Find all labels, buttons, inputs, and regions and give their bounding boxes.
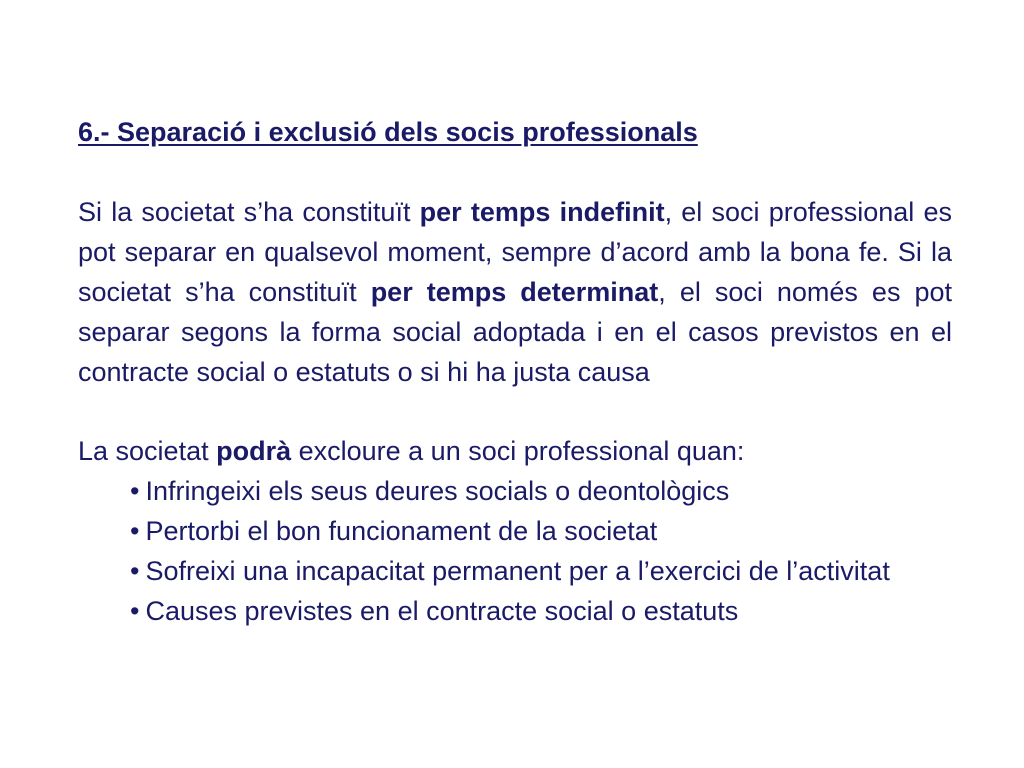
exclusion-reasons-list: [78, 471, 952, 631]
list-item: [130, 471, 952, 511]
list-item: [130, 551, 952, 591]
paragraph1-text-1: Si la societat s’ha constituït: [78, 197, 420, 227]
intro-text-2: excloure a un soci professional quan:: [291, 436, 745, 466]
list-item-text: Infringeixi els seus deures socials o deontològics: [145, 476, 730, 506]
spacer: [78, 152, 952, 192]
slide-title: 6.- Separació i exclusió dels socis professionals: [78, 117, 698, 147]
paragraph1-text-2: , el soci professional es pot separar en qualsevol moment, sempre d’acord amb la bona fe. Si la societat s’ha constituït: [78, 197, 953, 307]
paragraph1-text-3: , el soci només es pot separar segons la forma social adoptada i en el casos previstos en el contracte social o estatuts o si hi ha justa causa: [78, 277, 952, 387]
bullet-icon: •: [130, 516, 140, 546]
bullet-icon: •: [130, 556, 140, 586]
slide-content: [78, 112, 952, 631]
bullet-icon: •: [130, 476, 140, 506]
separation-paragraph: [78, 192, 952, 392]
paragraph1-bold-indefinite: per temps indefinit: [419, 197, 665, 227]
list-item-text: Pertorbi el bon funcionament de la societat: [145, 516, 658, 546]
intro-bold-podra: podrà: [216, 436, 292, 466]
spacer: [78, 392, 952, 431]
list-item-text: Causes previstes en el contracte social o estatuts: [145, 596, 739, 626]
list-item-text: Sofreixi una incapacitat permanent per a l’exercici de l’activitat: [145, 556, 890, 586]
exclusion-intro: [78, 431, 952, 471]
paragraph1-bold-determined: per temps determinat: [370, 277, 659, 307]
intro-text-1: La societat: [78, 436, 217, 466]
list-item: [130, 511, 952, 551]
list-item: [130, 591, 952, 631]
bullet-icon: •: [130, 596, 140, 626]
